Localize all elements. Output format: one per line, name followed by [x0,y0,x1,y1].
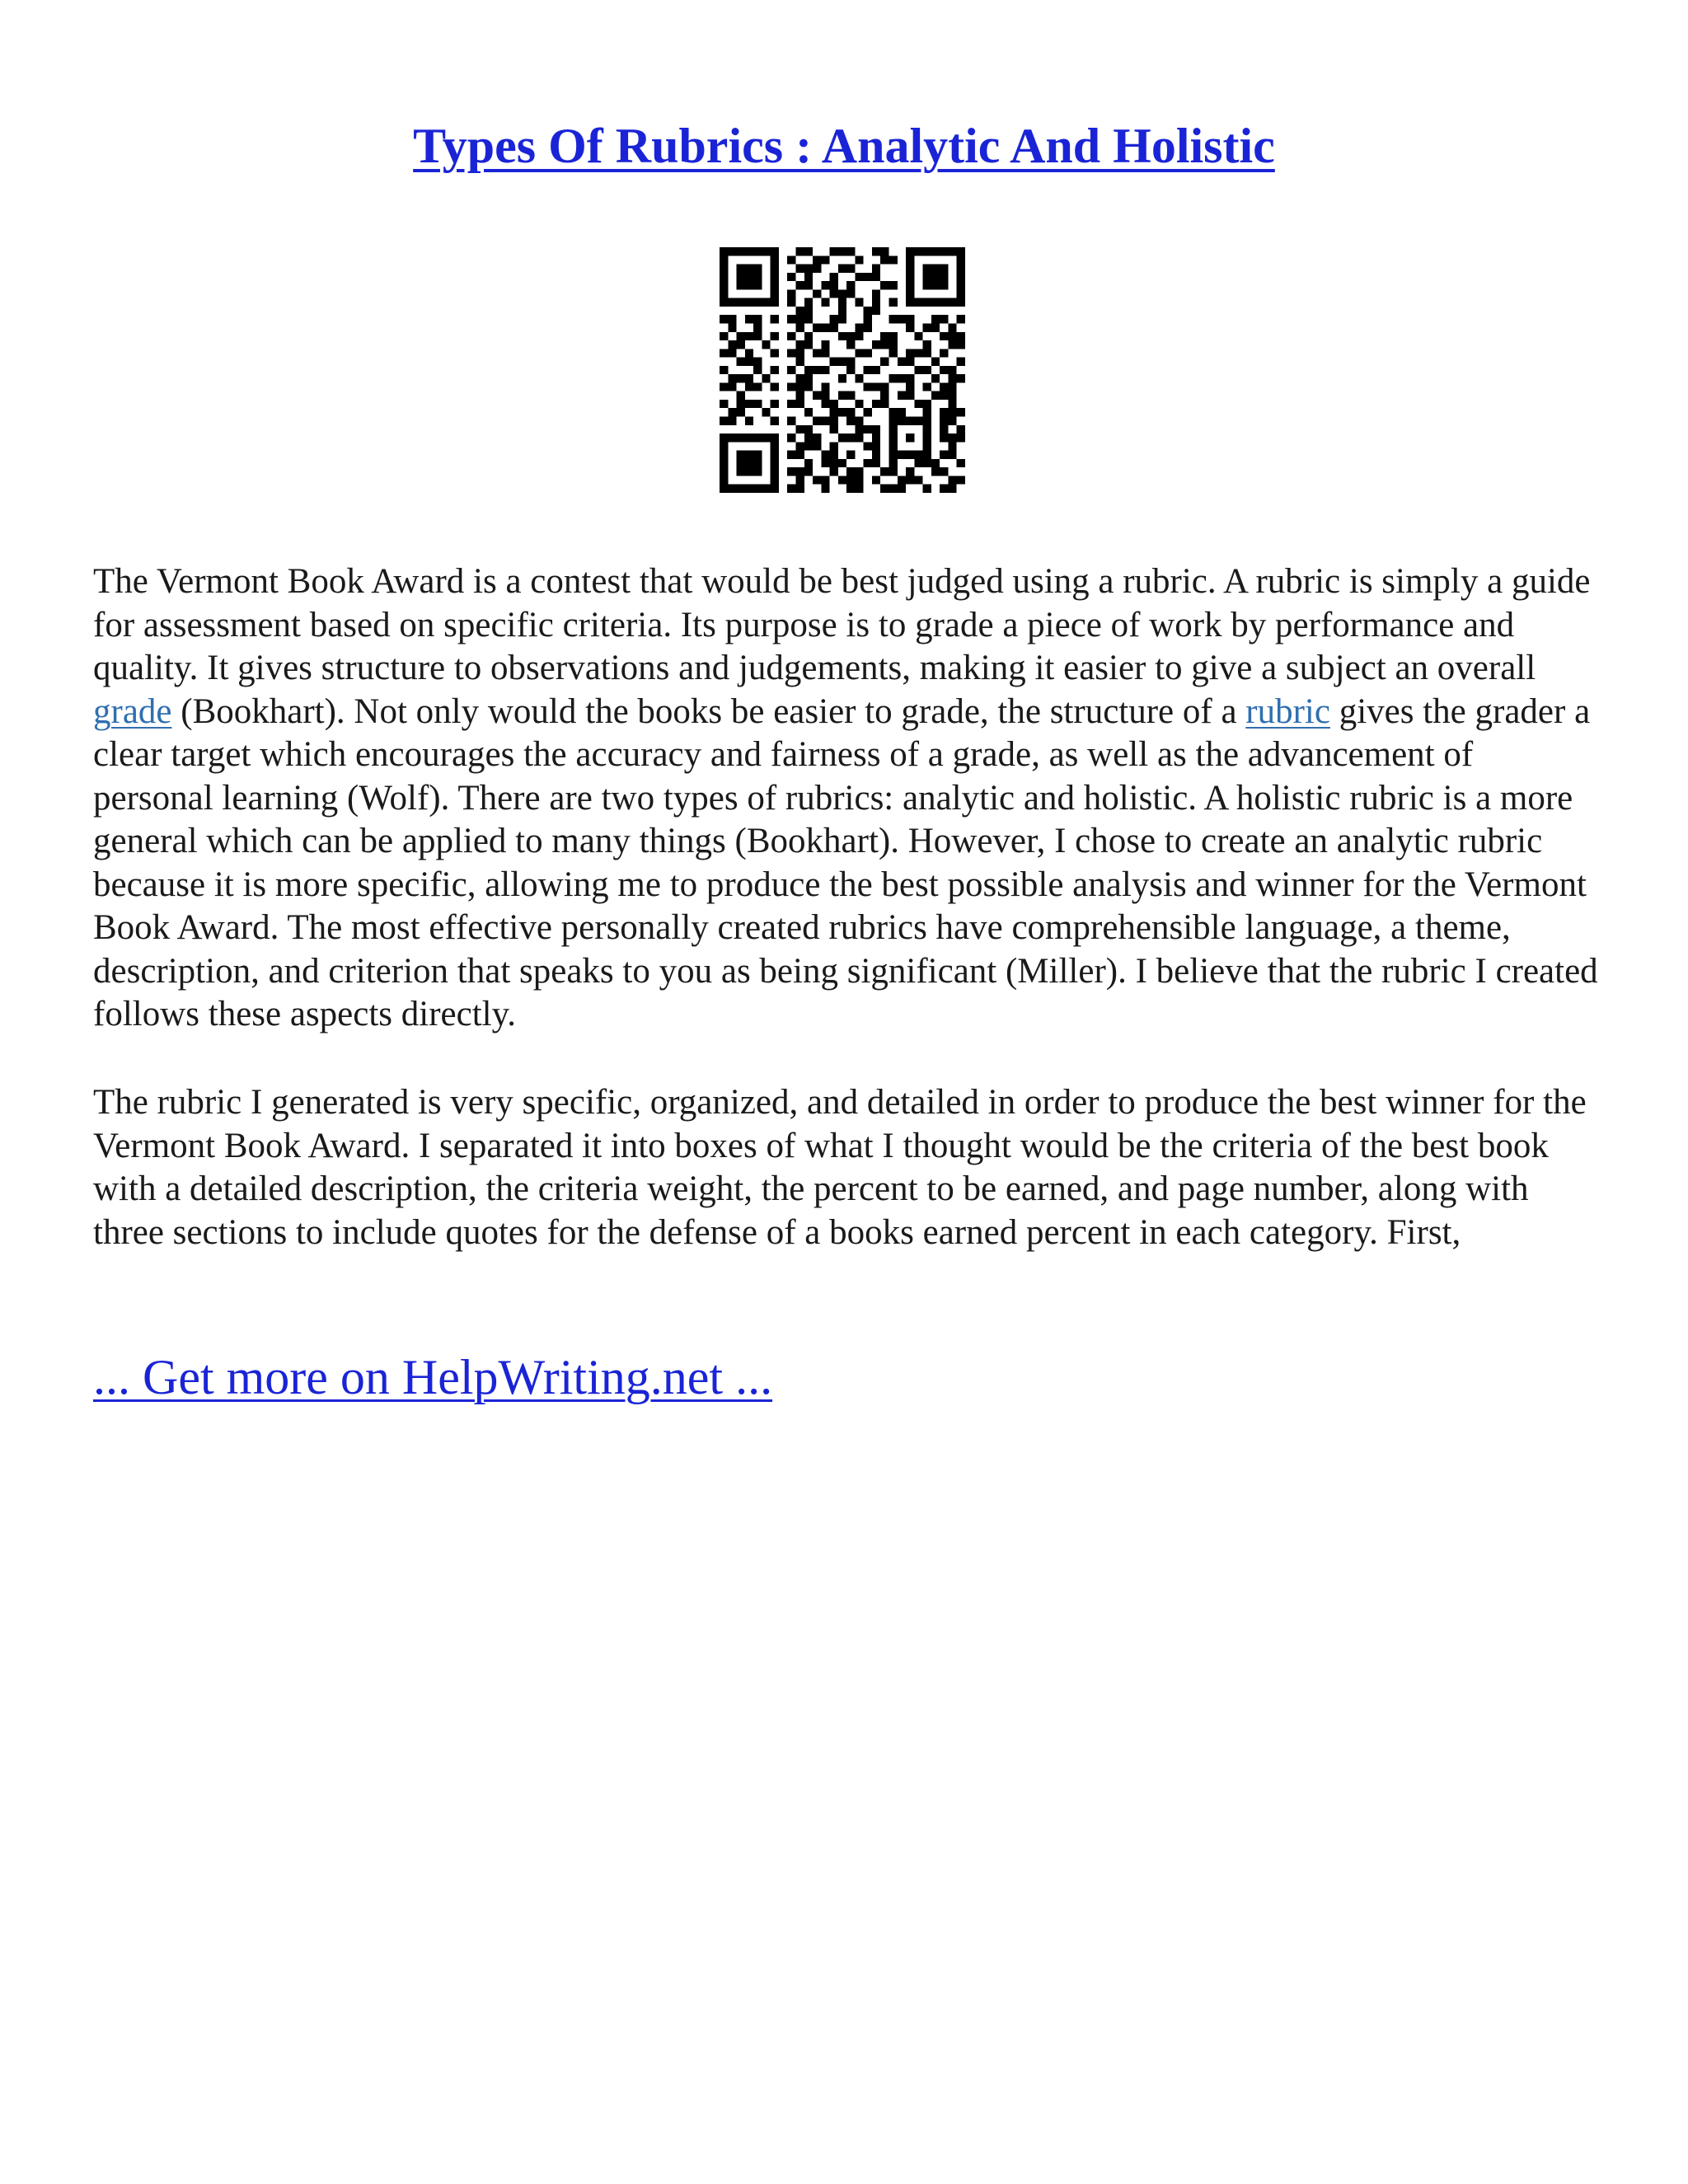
rubric-link[interactable]: rubric [1245,691,1330,731]
paragraph-1-text-b: (Bookhart). Not only would the books be easier to grade, the structure of a [171,691,1246,731]
qr-code-icon [720,247,965,493]
paragraph-1-text-c: gives the grader a clear target which encourages the accuracy and fairness of a grade, as well as the advancement of personal learning (Wolf). There are two types of rubrics: analytic and holistic. A holistic rubric is a more general which can be applied to many things (Bookhart). However, I chose to create an analytic rubric because it is more specific, allowing me to produce the best possible analysis and winner for the Vermont Book Award. The most effective personally created rubrics have comprehensible language, a theme, description, and criterion that speaks to you as being significant (Miller). I believe that the rubric I created follows these aspects directly. [93,691,1598,1033]
paragraph-1-text-a: The Vermont Book Award is a contest that would be best judged using a rubric. A rubric is simply a guide for assessment based on specific criteria. Its purpose is to grade a piece of work by performance and quality. It gives structure to observations and judgements, making it easier to give a subject an overall [93,562,1591,687]
grade-link[interactable]: grade [93,691,172,731]
page-title[interactable]: Types Of Rubrics : Analytic And Holistic [413,119,1275,173]
body-paragraph-1 [93,560,1601,1037]
get-more-link[interactable]: ... Get more on HelpWriting.net ... [93,1350,773,1404]
body-paragraph-2: The rubric I generated is very specific, organized, and detailed in order to produce the best winner for the Vermont Book Award. I separated it into boxes of what I thought would be the criteria of the best book with a detailed description, the criteria weight, the percent to be earned, and page number, along with three sections to include quotes for the defense of a books earned percent in each category. First, [93,1083,1587,1252]
